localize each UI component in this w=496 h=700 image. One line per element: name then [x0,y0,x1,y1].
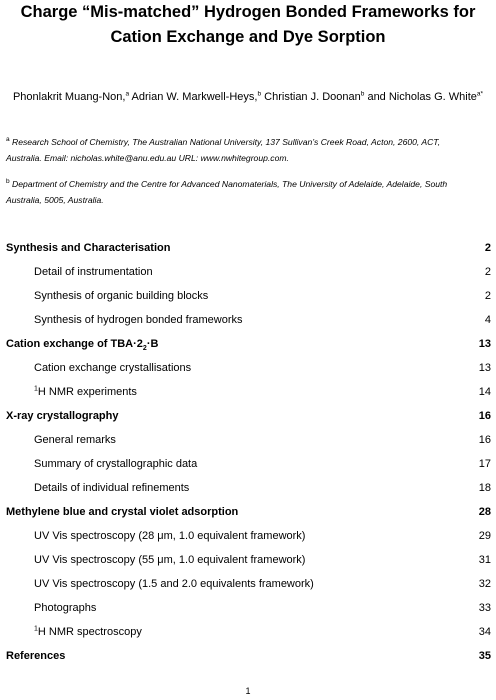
toc-entry-cation-exchange[interactable] [0,332,496,356]
toc-page-number: 16 [478,410,491,422]
toc-label: Synthesis of organic building blocks [34,290,209,302]
toc-page-number: 13 [478,338,491,350]
toc-page-number: 4 [484,314,491,326]
toc-label: UV Vis spectroscopy (1.5 and 2.0 equivalents framework) [34,578,314,590]
toc-label-superscript: 1 [34,625,38,633]
toc-label: UV Vis spectroscopy (55 μm, 1.0 equivalent framework) [34,554,306,566]
toc-label: Cation exchange crystallisations [34,362,192,374]
toc-entry-crystallographic-summary[interactable] [0,452,496,476]
toc-page-number: 28 [478,506,491,518]
author-name: Christian J. Doonan [261,91,361,103]
affiliation-a [6,135,490,166]
affiliation-a-line-2: Australia. Email: nicholas.white@anu.edu.au URL: www.nwhitegroup.com. [6,152,289,163]
toc-label [34,380,137,404]
toc-label-part: H NMR experiments [37,386,137,398]
affiliation-b [6,177,490,208]
toc-label: Methylene blue and crystal violet adsorption [6,506,239,518]
author-affiliation-mark: a [125,90,130,98]
toc-label: Summary of crystallographic data [34,458,198,470]
toc-label-superscript: 1 [34,385,38,393]
affiliation-mark: b [6,178,10,186]
toc-page-number: 13 [478,362,491,374]
toc-label: Synthesis of hydrogen bonded frameworks [34,314,243,326]
toc-label: X-ray crystallography [6,410,119,422]
toc-entry-instrumentation[interactable] [0,260,496,284]
author-name: Phonlakrit Muang-Non, [12,91,126,103]
author-name: Adrian W. Markwell-Heys, [129,91,258,103]
toc-label: Details of individual refinements [34,482,190,494]
toc-label [34,620,142,644]
affiliation-mark: a [6,136,10,144]
toc-page-number: 17 [478,458,491,470]
toc-entry-dye-adsorption[interactable] [0,500,496,524]
title-line-1: Charge “Mis-matched” Hydrogen Bonded Frameworks for [20,3,476,21]
toc-entry-nmr-experiments[interactable] [0,380,496,404]
toc-entry-hbf-synthesis[interactable] [0,308,496,332]
toc-label [6,332,158,356]
toc-label-part: Cation exchange of TBA·2 [6,338,143,350]
author-affiliation-mark: a* [476,90,484,98]
toc-page-number: 14 [478,386,491,398]
toc-page-number: 29 [478,530,491,542]
toc-entry-uv-vis-equivalents[interactable] [0,572,496,596]
toc-label-part: H NMR spectroscopy [37,626,142,638]
author-name: and Nicholas G. White [364,91,477,103]
toc-page-number: 34 [478,626,491,638]
toc-entry-nmr-spectroscopy[interactable] [0,620,496,644]
toc-entry-cation-crystallisations[interactable] [0,356,496,380]
toc-entry-refinements[interactable] [0,476,496,500]
toc-page-number: 2 [484,242,491,254]
toc-page-number: 32 [478,578,491,590]
toc-page-number: 18 [478,482,491,494]
toc-entry-uv-vis-55[interactable] [0,548,496,572]
author-affiliation-mark: b [257,90,262,98]
affiliation-a-line-1: Research School of Chemistry, The Australian National University, 137 Sullivan’s Creek Road, Acton, 2600, ACT, [12,137,441,147]
toc-page-number: 31 [478,554,491,566]
toc-label: References [6,650,66,662]
toc-page-number: 16 [478,434,491,446]
page-number: 1 [245,686,251,696]
toc-entry-xray[interactable] [0,404,496,428]
toc-page-number: 2 [484,266,491,278]
toc-page-number: 33 [478,602,491,614]
toc-entry-general-remarks[interactable] [0,428,496,452]
toc-label: UV Vis spectroscopy (28 μm, 1.0 equivalent framework) [34,530,306,542]
toc-label: Synthesis and Characterisation [6,242,171,254]
toc-label: General remarks [34,434,116,446]
affiliation-b-line-2: Australia, 5005, Australia. [6,194,104,205]
author-affiliation-mark: b [360,90,365,98]
toc-label-part: ·B [146,338,159,350]
toc-page-number: 35 [478,650,491,662]
author-list [0,90,496,104]
affiliation-b-line-1: Department of Chemistry and the Centre for Advanced Nanomaterials, The University of Adelaide, Adelaide, South [12,179,448,189]
title-line-2: Cation Exchange and Dye Sorption [110,28,386,46]
toc-label: Photographs [34,602,97,614]
toc-entry-photographs[interactable] [0,596,496,620]
toc-entry-uv-vis-28[interactable] [0,524,496,548]
toc-entry-synthesis[interactable] [0,236,496,260]
toc-label: Detail of instrumentation [34,266,153,278]
toc-label-subscript: 2 [142,345,147,353]
toc-page-number: 2 [484,290,491,302]
toc-entry-organic-blocks[interactable] [0,284,496,308]
toc-entry-references[interactable] [0,644,496,668]
